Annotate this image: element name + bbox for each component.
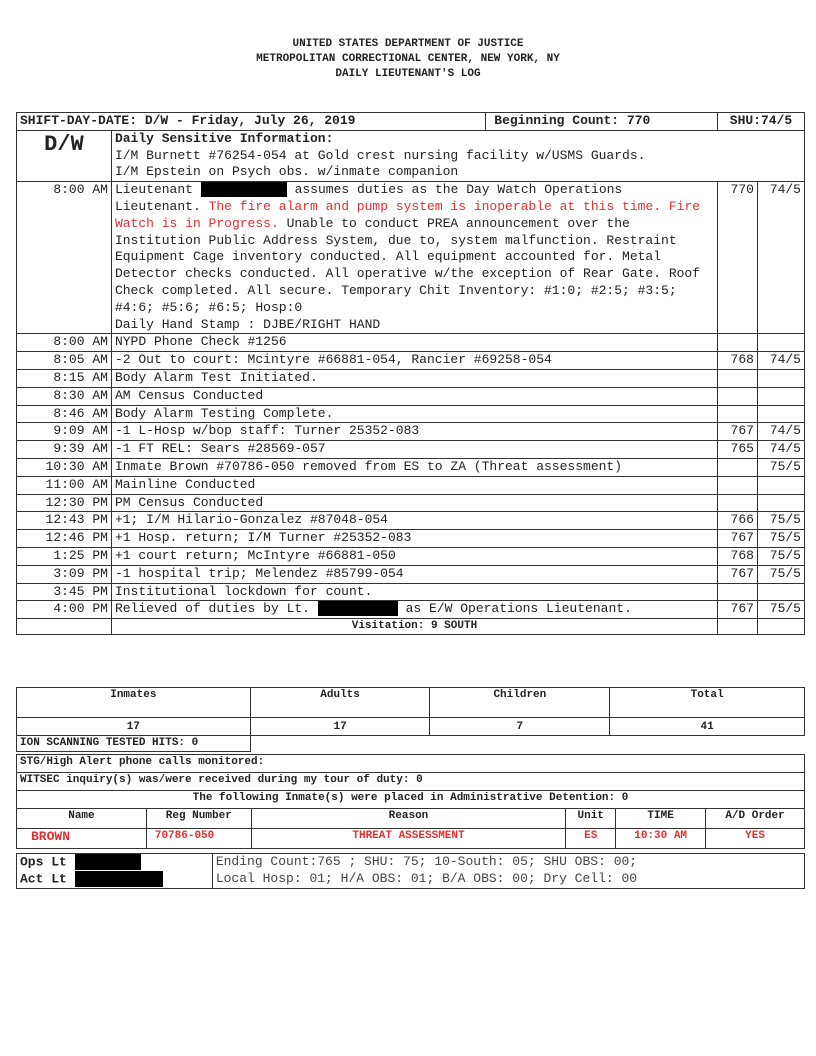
entry-text: -1 L-Hosp w/bop staff: Turner 25352-083	[111, 423, 717, 441]
log-entry	[17, 583, 805, 601]
log-entry	[17, 565, 805, 583]
entry-count	[717, 334, 757, 352]
log-entry-relieved	[17, 601, 805, 619]
ion-row	[17, 736, 805, 752]
visitation-header-row	[17, 688, 805, 718]
shift-code: D/W	[17, 130, 112, 181]
witsec-row	[17, 773, 805, 791]
entry-time: 8:05 AM	[17, 352, 112, 370]
ops-lt-label: Ops Lt	[20, 854, 67, 870]
entry-count	[717, 369, 757, 387]
beginning-count: Beginning Count: 770	[486, 113, 718, 131]
entry-text: -1 FT REL: Sears #28569-057	[111, 441, 717, 459]
entry-shu: 75/5	[757, 458, 804, 476]
adseg-header: Name	[17, 809, 147, 829]
redaction-bar	[201, 182, 287, 197]
log-entry	[17, 494, 805, 512]
entry-time: 1:25 PM	[17, 547, 112, 565]
visitation-inmates: 17	[17, 718, 251, 736]
footer-table	[16, 853, 805, 889]
entry-text: Institutional lockdown for count.	[111, 583, 717, 601]
log-entry	[17, 512, 805, 530]
redaction-bar	[75, 871, 163, 887]
entry-text: Mainline Conducted	[111, 476, 717, 494]
entry-text: +1 court return; McIntyre #66881-050	[111, 547, 717, 565]
entry-count: 767	[717, 423, 757, 441]
log-entry	[17, 458, 805, 476]
entry-shu	[757, 387, 804, 405]
entry-shu	[757, 494, 804, 512]
visitation-title-row	[17, 619, 805, 635]
act-lt-label: Act Lt	[20, 871, 67, 887]
entry-time: 3:09 PM	[17, 565, 112, 583]
adseg-ad-order: YES	[706, 829, 805, 849]
entry-time: 8:00 AM	[17, 182, 112, 334]
entry-shu	[757, 583, 804, 601]
stg-row	[17, 755, 805, 773]
entry-count	[717, 405, 757, 423]
entry-shu: 75/5	[757, 565, 804, 583]
entry-text-pre: Relieved of duties by Lt.	[114, 601, 310, 617]
redaction-bar	[318, 601, 398, 616]
entry-shu: 75/5	[757, 512, 804, 530]
visitation-header: Inmates	[17, 688, 251, 718]
entry-count	[717, 387, 757, 405]
entry-text-post: assumes duties as the Day Watch Operations Lieutenant.	[114, 182, 623, 214]
adseg-reason: THREAT ASSESSMENT	[251, 829, 566, 849]
adseg-header: Reason	[251, 809, 566, 829]
footer-row	[17, 854, 805, 889]
adseg-title-row	[17, 791, 805, 809]
adseg-row	[17, 829, 805, 849]
entry-count	[717, 583, 757, 601]
adseg-reg-number: 70786-050	[146, 829, 251, 849]
visitation-adults: 17	[250, 718, 430, 736]
log-entry	[17, 387, 805, 405]
entry-text: -1 hospital trip; Melendez #85799-054	[111, 565, 717, 583]
shift-day-date: SHIFT-DAY-DATE: D/W - Friday, July 26, 2019	[17, 113, 486, 131]
entry-time: 11:00 AM	[17, 476, 112, 494]
entry-time: 12:30 PM	[17, 494, 112, 512]
entry-shu	[757, 334, 804, 352]
entry-text: +1 Hosp. return; I/M Turner #25352-083	[111, 530, 717, 548]
detention-table	[16, 754, 805, 849]
entry-count	[717, 458, 757, 476]
act-lt-line	[20, 871, 209, 888]
adseg-title: The following Inmate(s) were placed in Administrative Detention: 0	[17, 791, 805, 809]
signature-block	[17, 854, 213, 889]
visitation-title: Visitation: 9 SOUTH	[111, 619, 717, 635]
visitation-total: 41	[610, 718, 805, 736]
entry-count	[717, 476, 757, 494]
log-entry	[17, 369, 805, 387]
adseg-time: 10:30 AM	[616, 829, 706, 849]
entry-shu: 74/5	[757, 423, 804, 441]
log-entry	[17, 547, 805, 565]
log-entry	[17, 352, 805, 370]
entry-count: 770	[717, 182, 757, 334]
entry-time: 8:15 AM	[17, 369, 112, 387]
entry-text: NYPD Phone Check #1256	[111, 334, 717, 352]
entry-count: 768	[717, 352, 757, 370]
ending-counts	[212, 854, 804, 889]
entry-text-rest: Unable to conduct PREA announcement over the Institution Public Address System, due to, system malfunction. Restraint Equipment Cage inventory conducted. All equipment accounted for. Metal Detector checks conducted. All operative w/the exception of Rear Gate. Roof Check completed. All secure. Temporary Chit Inventory: #1:0; #2:5; #3:5; #4:6; #5:6; #6:5; Hosp:0	[114, 215, 701, 315]
log-entry	[17, 476, 805, 494]
entry-count: 767	[717, 530, 757, 548]
entry-text: +1; I/M Hilario-Gonzalez #87048-054	[111, 512, 717, 530]
entry-shu: 74/5	[757, 352, 804, 370]
entry-text: Inmate Brown #70786-050 removed from ES to ZA (Threat assessment)	[111, 458, 717, 476]
log-entries	[17, 334, 805, 601]
adseg-header: Unit	[566, 809, 616, 829]
entry-shu: 74/5	[757, 441, 804, 459]
entry-time: 12:43 PM	[17, 512, 112, 530]
entry-text: AM Census Conducted	[111, 387, 717, 405]
redaction-bar	[75, 854, 141, 870]
entry-time: 4:00 PM	[17, 601, 112, 619]
entry-count: 768	[717, 547, 757, 565]
entry-text	[111, 182, 717, 334]
entry-text: Body Alarm Testing Complete.	[111, 405, 717, 423]
adseg-unit: ES	[566, 829, 616, 849]
adseg-header: Reg Number	[146, 809, 251, 829]
log-entry	[17, 182, 805, 334]
entry-shu: 74/5	[757, 182, 804, 334]
witsec-inquiry: WITSEC inquiry(s) was/were received during my tour of duty: 0	[17, 773, 805, 791]
entry-text: -2 Out to court: Mcintyre #66881-054, Rancier #69258-054	[111, 352, 717, 370]
log-entry	[17, 530, 805, 548]
log-entry	[17, 405, 805, 423]
hand-stamp: Daily Hand Stamp : DJBE/RIGHT HAND	[114, 316, 381, 332]
visitation-header: Children	[430, 688, 610, 718]
shift-row	[17, 113, 805, 131]
stg-calls: STG/High Alert phone calls monitored:	[17, 755, 805, 773]
document-header	[0, 37, 816, 82]
entry-text: PM Census Conducted	[111, 494, 717, 512]
entry-count: 767	[717, 601, 757, 619]
sensitive-line: I/M Burnett #76254-054 at Gold crest nursing facility w/USMS Guards.	[114, 147, 646, 163]
visitation-values-row	[17, 718, 805, 736]
entry-shu: 75/5	[757, 601, 804, 619]
ops-lt-line	[20, 854, 209, 871]
entry-text	[111, 601, 717, 619]
entry-time: 12:46 PM	[17, 530, 112, 548]
entry-shu	[757, 476, 804, 494]
entry-count: 766	[717, 512, 757, 530]
adseg-header: A/D Order	[706, 809, 805, 829]
entry-time: 9:09 AM	[17, 423, 112, 441]
sensitive-row	[17, 130, 805, 181]
adseg-header-row	[17, 809, 805, 829]
log-table	[16, 112, 805, 635]
shu-count: SHU:74/5	[717, 113, 804, 131]
ending-count-line: Local Hosp: 01; H/A OBS: 01; B/A OBS: 00; Dry Cell: 00	[215, 870, 638, 886]
visitation-table	[16, 687, 805, 752]
entry-shu: 75/5	[757, 530, 804, 548]
entry-shu: 75/5	[757, 547, 804, 565]
entry-text-post: as E/W Operations Lieutenant.	[405, 601, 632, 617]
sensitive-line: I/M Epstein on Psych obs. w/inmate companion	[114, 164, 459, 180]
entry-time: 8:00 AM	[17, 334, 112, 352]
entry-time: 9:39 AM	[17, 441, 112, 459]
sensitive-title: Daily Sensitive Information:	[114, 130, 334, 146]
sensitive-info	[111, 130, 804, 181]
visitation-header: Total	[610, 688, 805, 718]
visitation-children: 7	[430, 718, 610, 736]
adseg-name: BROWN	[17, 829, 147, 849]
visitation-header: Adults	[250, 688, 430, 718]
entry-shu	[757, 405, 804, 423]
log-entry	[17, 441, 805, 459]
entry-text: Body Alarm Test Initiated.	[111, 369, 717, 387]
log-entry	[17, 334, 805, 352]
entry-time: 8:30 AM	[17, 387, 112, 405]
ion-scanning: ION SCANNING TESTED HITS: 0	[17, 736, 251, 752]
entry-time: 3:45 PM	[17, 583, 112, 601]
header-line-1: UNITED STATES DEPARTMENT OF JUSTICE	[292, 38, 524, 50]
entry-shu	[757, 369, 804, 387]
header-line-3: DAILY LIEUTENANT'S LOG	[335, 68, 481, 80]
entry-text-pre: Lieutenant	[114, 182, 193, 198]
log-entry	[17, 423, 805, 441]
adseg-header: TIME	[616, 809, 706, 829]
entry-count	[717, 494, 757, 512]
entry-time: 8:46 AM	[17, 405, 112, 423]
entry-time: 10:30 AM	[17, 458, 112, 476]
header-line-2: METROPOLITAN CORRECTIONAL CENTER, NEW YORK, NY	[256, 53, 560, 65]
ending-count-line: Ending Count:765 ; SHU: 75; 10-South: 05; SHU OBS: 00;	[215, 854, 638, 869]
entry-count: 767	[717, 565, 757, 583]
entry-count: 765	[717, 441, 757, 459]
fire-alarm-notice: The fire alarm and pump system is inoperable at this time. Fire Watch is in Progress.	[114, 198, 701, 231]
